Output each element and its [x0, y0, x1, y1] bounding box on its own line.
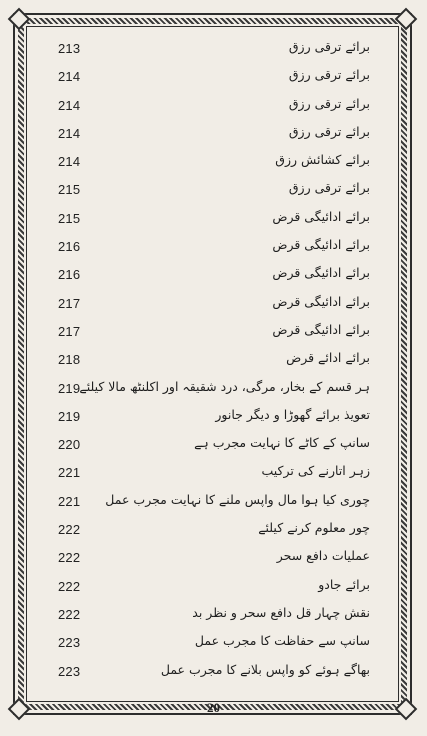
toc-title: برائے ترقی رزق	[288, 67, 370, 83]
toc-entry	[58, 404, 370, 432]
toc-entry	[58, 206, 370, 234]
toc-entry	[58, 489, 370, 517]
toc-page-number: 223	[58, 663, 81, 679]
toc-page-number: 222	[58, 578, 81, 594]
toc-page-number: 222	[58, 606, 81, 622]
toc-page-number: 215	[58, 210, 81, 226]
toc-entry	[58, 121, 370, 149]
table-of-contents	[58, 36, 370, 687]
toc-entry	[58, 347, 370, 375]
toc-page-number: 221	[58, 465, 81, 481]
toc-title: برائے کشائش رزق	[275, 152, 370, 168]
toc-page-number: 214	[58, 125, 81, 141]
toc-title: عملیات دافع سحر	[276, 548, 370, 564]
toc-page-number: 218	[58, 352, 81, 368]
toc-entry	[58, 262, 370, 290]
toc-entry	[58, 432, 370, 460]
toc-entry	[58, 545, 370, 573]
toc-page-number: 219	[58, 408, 81, 424]
toc-title: بھاگے ہوئے کو واپس بلانے کا مجرب عمل	[160, 661, 370, 677]
toc-entry	[58, 376, 370, 404]
toc-title: برائے ترقی رزق	[288, 95, 370, 111]
toc-page-number: 217	[58, 323, 81, 339]
toc-entry	[58, 460, 370, 488]
page-number: 20	[207, 700, 220, 715]
toc-page-number: 222	[58, 522, 81, 538]
toc-title: برائے ادائے قرض	[286, 350, 370, 366]
toc-page-number: 219	[58, 380, 81, 396]
toc-entry	[58, 630, 370, 658]
toc-entry	[58, 291, 370, 319]
toc-title: برائے ادائیگی قرض	[272, 321, 370, 337]
toc-page-number: 215	[58, 182, 81, 198]
toc-title: چوری کیا ہوا مال واپس ملنے کا نہایت مجرب عمل	[105, 491, 370, 507]
toc-page-number: 223	[58, 635, 81, 651]
toc-entry	[58, 574, 370, 602]
toc-title: برائے ترقی رزق	[288, 39, 370, 54]
toc-title: برائے ترقی رزق	[288, 180, 370, 196]
toc-page-number: 214	[58, 97, 81, 113]
toc-page-number: 222	[58, 550, 81, 566]
toc-title: برائے ادائیگی قرض	[272, 208, 370, 224]
toc-title: زہر اتارنے کی ترکیب	[261, 463, 370, 479]
toc-title: ہر قسم کے بخار، مرگی، درد شقیقہ اور اکلنٹھ مالا کیلئے	[79, 378, 370, 394]
toc-page-number: 217	[58, 295, 81, 311]
toc-title: نقش چہار قل دافع سحر و نظر بد	[192, 604, 370, 620]
toc-page-number: 216	[58, 239, 81, 255]
toc-page-number: 221	[58, 493, 81, 509]
toc-page-number: 220	[58, 437, 81, 453]
toc-page-number: 213	[58, 41, 81, 56]
toc-entry	[58, 93, 370, 121]
toc-entry	[58, 659, 370, 687]
toc-entry	[58, 177, 370, 205]
toc-entry	[58, 149, 370, 177]
toc-title: برائے جادو	[318, 576, 370, 592]
toc-entry	[58, 602, 370, 630]
toc-title: سانپ سے حفاظت کا مجرب عمل	[194, 633, 370, 649]
toc-page-number: 214	[58, 69, 81, 85]
toc-entry	[58, 64, 370, 92]
toc-title: برائے ادائیگی قرض	[272, 237, 370, 253]
toc-title: سانپ کے کاٹے کا نہایت مجرب ہے	[194, 435, 370, 451]
toc-page-number: 216	[58, 267, 81, 283]
toc-page-number: 214	[58, 154, 81, 170]
toc-entry	[58, 234, 370, 262]
toc-title: برائے ادائیگی قرض	[272, 293, 370, 309]
toc-title: برائے ادائیگی قرض	[272, 265, 370, 281]
toc-title: برائے ترقی رزق	[288, 123, 370, 139]
toc-entry	[58, 517, 370, 545]
toc-title: چور معلوم کرنے کیلئے	[258, 520, 370, 536]
toc-entry	[58, 319, 370, 347]
toc-title: تعویذ برائے گھوڑا و دیگر جانور	[215, 406, 370, 422]
toc-entry	[58, 36, 370, 64]
